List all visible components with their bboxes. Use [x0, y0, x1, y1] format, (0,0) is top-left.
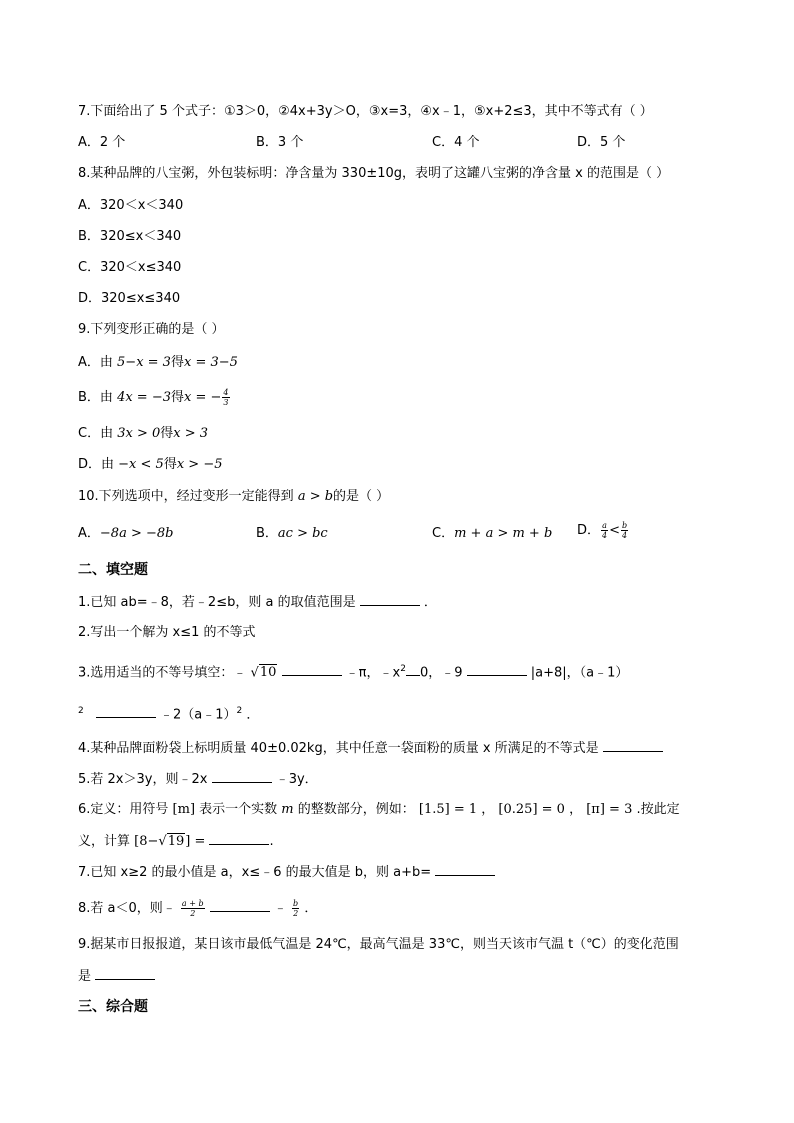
fraction-denominator: 4	[602, 531, 608, 540]
question-8-option-d: D．320≤x≤340	[78, 291, 181, 306]
answer-blank	[282, 663, 342, 676]
fraction-numerator: b	[622, 521, 628, 530]
question-text: ．	[304, 901, 318, 916]
fill-question-3-continued	[78, 702, 259, 724]
option-label: C．	[432, 526, 455, 541]
fill-question-6: 6.定义：用符号 [m] 表示一个实数 m 的整数部分，例如： [1.5] = 1 ， [0.25] = 0 ， [π] = 3 .按此定	[78, 802, 680, 817]
question-text: 的整数部分，例如：	[293, 802, 415, 817]
question-10-option-c	[432, 525, 552, 543]
question-text: 7.已知 x≥2 的最小值是 a，x≤﹣6 的最大值是 b，则 a+b=	[78, 865, 432, 880]
question-text: ．	[423, 595, 437, 610]
math-expression: 4x = −3	[117, 390, 171, 405]
fill-question-8	[78, 899, 317, 918]
answer-blank	[435, 863, 495, 876]
fraction-numerator: 4	[223, 388, 229, 397]
question-text: ．	[246, 707, 260, 723]
question-10-stem	[78, 488, 389, 506]
square-root: √10	[250, 665, 277, 681]
fill-question-7	[78, 863, 495, 882]
option-label: B．由	[78, 390, 118, 405]
fraction-numerator: a	[602, 521, 607, 530]
math-expression: m	[281, 802, 294, 817]
fraction	[601, 521, 608, 540]
math-expression: x > −5	[176, 457, 223, 472]
exponent: 2	[236, 706, 243, 716]
option-text: 得	[171, 390, 185, 405]
relation-symbol: <	[609, 523, 621, 538]
fill-question-9-continued	[78, 967, 155, 986]
fill-question-1	[78, 593, 437, 612]
fill-question-2: 2.写出一个解为 x≤1 的不等式	[78, 625, 256, 640]
question-8-stem: 8.某种品牌的八宝粥，外包装标明：净含量为 330±10g，表明了这罐八宝粥的净含量 x 的范围是（ ）	[78, 166, 670, 181]
math-expression: [π] = 3	[586, 802, 633, 817]
question-text: ﹣π，﹣x	[345, 665, 401, 681]
math-expression: [1.5] = 1	[418, 802, 478, 817]
question-text: 义，计算	[78, 834, 135, 849]
math-expression: 3x > 0	[117, 426, 161, 441]
square-root: √19	[158, 834, 185, 849]
fraction-denominator: 2	[293, 909, 299, 918]
question-10-option-a	[78, 525, 173, 543]
math-expression: ] =	[185, 834, 206, 849]
fill-question-9: 9.据某市日报报道，某日该市最低气温是 24℃，最高气温是 33℃，则当天该市气温 t（℃）的变化范围	[78, 937, 679, 952]
question-10-option-b	[256, 525, 328, 543]
answer-blank	[603, 739, 663, 752]
fraction	[292, 899, 299, 918]
exponent: 2	[400, 664, 406, 674]
math-expression: 5−x = 3	[117, 355, 171, 370]
fraction-numerator: a + b	[181, 899, 204, 908]
math-expression: a > b	[297, 489, 334, 504]
question-8-option-b: B．320≤x＜340	[78, 229, 182, 244]
option-label: D．	[577, 523, 601, 538]
fraction-numerator: b	[293, 899, 299, 908]
question-text: .按此定	[636, 802, 680, 817]
option-label: C．由	[78, 426, 118, 441]
question-8-option-a: A．320＜x＜340	[78, 198, 184, 213]
fraction-denominator: 2	[190, 909, 196, 918]
radicand: 19	[167, 834, 185, 849]
option-label: D．由	[78, 457, 119, 472]
option-label: A．由	[78, 355, 118, 370]
math-expression: −8a > −8b	[99, 526, 174, 541]
math-expression: [8−	[134, 834, 159, 849]
question-text: .	[269, 834, 274, 849]
exponent: 2	[78, 706, 84, 716]
question-9-option-c	[78, 425, 208, 443]
fraction	[181, 899, 205, 918]
fill-question-4	[78, 739, 663, 758]
question-text: 1.已知 ab=﹣8，若﹣2≤b，则 a 的取值范围是	[78, 595, 356, 610]
radicand: 10	[259, 665, 277, 681]
question-text: 的是（ ）	[333, 489, 390, 504]
question-7-option-b: B．3 个	[256, 135, 304, 150]
answer-blank	[467, 663, 527, 676]
section-heading-comprehensive: 三、综合题	[78, 999, 148, 1015]
math-expression: m + a > m + b	[454, 526, 553, 541]
fraction-denominator: 3	[223, 398, 229, 407]
option-text: 得	[170, 355, 184, 370]
question-9-stem: 9.下列变形正确的是（ ）	[78, 322, 225, 337]
question-text: |a+8|，（a﹣1）	[530, 665, 629, 681]
question-text: 8.若 a＜0，则﹣	[78, 901, 176, 916]
fraction	[621, 521, 628, 540]
fraction-denominator: 4	[622, 531, 628, 540]
option-text: 得	[163, 457, 177, 472]
answer-blank	[96, 705, 156, 718]
fill-question-6-continued	[78, 832, 274, 851]
math-expression: −x < 5	[118, 457, 164, 472]
answer-blank	[406, 663, 420, 676]
question-7-option-a: A．2 个	[78, 135, 126, 150]
question-text: 3.选用适当的不等号填空：﹣	[78, 665, 247, 681]
math-expression: x = −	[184, 390, 222, 405]
question-text: ﹣3y．	[275, 772, 318, 787]
question-8-option-c: C．320＜x≤340	[78, 260, 182, 275]
question-9-option-b	[78, 388, 231, 407]
answer-blank	[212, 770, 272, 783]
option-text: 得	[160, 426, 174, 441]
question-text: 10.下列选项中，经过变形一定能得到	[78, 489, 298, 504]
question-text: 6.定义：用符号	[78, 802, 173, 817]
math-expression: x > 3	[173, 426, 209, 441]
question-text: 0，﹣9	[419, 665, 463, 681]
question-9-option-d	[78, 456, 222, 474]
math-expression: x = 3−5	[183, 355, 238, 370]
fill-question-3	[78, 660, 628, 682]
answer-blank	[209, 832, 269, 845]
answer-blank	[95, 967, 155, 980]
fill-question-5	[78, 770, 318, 789]
question-text: ﹣2（a﹣1）	[160, 707, 237, 723]
answer-blank	[210, 899, 270, 912]
question-text: 表示一个实数	[195, 802, 282, 817]
question-7-option-d: D．5 个	[577, 135, 626, 150]
question-7-stem: 7.下面给出了 5 个式子：①3＞0，②4x+3y＞O，③x=3，④x﹣1，⑤x+2≤3，其中不等式有（ ）	[78, 104, 653, 119]
math-expression: [m]	[172, 802, 196, 817]
question-7-option-c: C．4 个	[432, 135, 480, 150]
answer-blank	[360, 593, 420, 606]
option-label: A．	[78, 526, 100, 541]
option-label: B．	[256, 526, 278, 541]
question-10-option-d	[577, 521, 629, 540]
question-text: ﹣	[273, 901, 287, 916]
fraction	[222, 388, 229, 407]
math-expression: ac > bc	[277, 526, 328, 541]
question-9-option-a	[78, 354, 238, 372]
section-heading-fill-blank: 二、填空题	[78, 562, 148, 578]
math-expression: [0.25] = 0	[498, 802, 565, 817]
question-text: 5.若 2x＞3y，则﹣2x	[78, 772, 208, 787]
question-text: 是	[78, 969, 92, 984]
question-text: 4.某种品牌面粉袋上标明质量 40±0.02kg，其中任意一袋面粉的质量 x 所满足的不等式是	[78, 741, 599, 756]
